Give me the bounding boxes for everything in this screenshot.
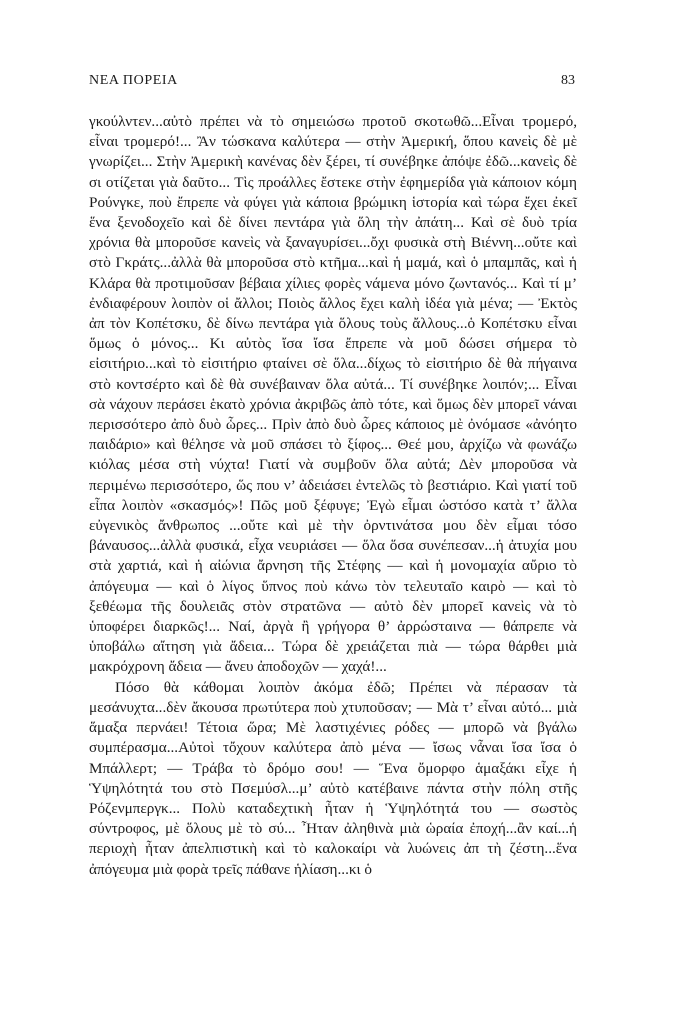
page-header bbox=[89, 73, 575, 93]
paragraph-2: Πόσο θὰ κάθομαι λοιπὸν ἀκόμα ἐδῶ; Πρέπει νὰ πέρασαν τὰ μεσάνυχτα...δὲν ἄκουσα πρωτύτερα ποὺ χτυποῦσαν; — Μὰ τ’ εἶναι αὐτό... μιὰ ἅμαξα περνάει! Τέτοια ὥρα; Μὲ λαστιχένιες ρόδες — μπορῶ νὰ βγάλω συμπέρασμα...Αὐτοὶ τὄχουν καλύτερα ἀπὸ μένα — ἴσως νἆναι ἴσα ἴσα ὁ Μπάλλερτ; — Τράβα τὸ δρόμο σου! — Ἕνα ὄμορφο ἁμαξάκι εἶχε ἡ Ὑψηλότητά του στὸ Πσεμύσλ...μ’ αὐτὸ κατέβαινε πάντα στὴν πόλη στῆς Ρόζενμπεργκ... Πολὺ καταδεχτικὴ ἦταν ἡ Ὑψηλότητά του — σωστὸς σύντροφος, μὲ ὅλους μὲ τὸ σύ... Ἦταν ἀληθινὰ μιὰ ὡραία ἐποχή...ἂν καί...ἡ περιοχὴ ἦταν ἀπελπιστικὴ καὶ τὸ καλοκαίρι νὰ λυώνεις ἀπ τὴ ζέστη...ἕνα ἀπόγευμα μιὰ φορὰ τρεῖς πάθανε ἡλίαση...κι ὁ bbox=[89, 678, 577, 878]
running-title: ΝΕΑ ΠΟΡΕΙΑ bbox=[89, 73, 178, 88]
paragraph-1: γκούλντεν...αὐτὸ πρέπει νὰ τὸ σημειώσω προτοῦ σκοτωθῶ...Εἶναι τρομερό, εἶναι τρομερό!... Ἂν τώσκανα καλύτερα — στὴν Ἀμερική, ὅπου κανεὶς δὲ μὲ γνωρίζει... Στὴν Ἀμερικὴ κανένας δὲν ξέρει, τί συνέβηκε ἀπόψε ἐδῶ...κανεὶς δὲ σι οτίζεται γιὰ δαῦτο... Τὶς προάλλες ἔστεκε στὴν ἐφημερίδα γιὰ κάποιον κόμη Ρούνγκε, ποὺ ἔπρεπε νὰ φύγει γιὰ κάποια βρώμικη ἱστορία καὶ τώρα ἔχει ἐκεῖ ἕνα ξενοδοχεῖο καὶ δὲ δίνει πεντάρα γιὰ ὅλη τὴν ἀπάτη... Καὶ σὲ δυὸ τρία χρόνια θὰ μποροῦσε κανεὶς νὰ ξαναγυρίσει...ὄχι φυσικὰ στὴ Βιέννη...οὔτε καὶ στὸ Γκράτς...ἀλλὰ θὰ μποροῦσα στὸ κτῆμα...καὶ ἡ μαμά, καὶ ὁ μπαμπᾶς, καὶ ἡ Κλάρα θὰ προτιμοῦσαν βέβαια χίλιες φορὲς νάμενα μόνο ζωντανός... Καὶ τί μ’ ἐνδιαφέρουν λοιπὸν οἱ ἄλλοι; Ποιὸς ἄλλος ἔχει καλὴ ἰδέα γιὰ μένα; — Ἐκτὸς ἀπ τὸν Κοπέτσκυ, δὲ δίνω πεντάρα γιὰ ὅλους τοὺς ἄλλους...ὁ Κοπέτσκυ εἶναι ὅμως ὁ μόνος... Κι αὐτὸς ἴσα ἴσα ἔπρεπε νὰ μοῦ δώσει σήμερα τὸ εἰσιτήριο...καὶ τὸ εἰσιτήριο φταίνει σὲ ὅλα...δίχως τὸ εἰσιτήριο δὲ θὰ πήγαινα στὸ κοντσέρτο καὶ δὲ θὰ συνέβαιναν ὅλα αὐτά... Τί συνέβηκε λοιπόν;... Εἶναι σὰ νάχουν περάσει ἑκατὸ χρόνια ἀκριβῶς ἀπὸ τότε, καὶ ὅμως δὲν μπορεῖ νάναι περισσότερο ἀπὸ δυὸ ὧρες... Πρὶν ἀπὸ δυὸ ὧρες κάποιος μὲ ὀνόμασε «ἀνόητο παιδάριο» καὶ θέλησε νὰ μοῦ σπάσει τὸ ξίφος... Θεέ μου, ἀρχίζω νὰ φωνάζω κιόλας μέσα στὴ νύχτα! Γιατί νὰ συμβοῦν ὅλα αὐτά; Δὲν μποροῦσα νὰ περιμένω περισσότερο, ὥς που ν’ ἀδειάσει ἐντελῶς τὸ βεστιάριο. Καὶ γιατί τοῦ εἶπα λοιπὸν «σκασμός»! Πῶς μοῦ ξέφυγε; Ἐγὼ εἶμαι ὡστόσο κατὰ τ’ ἄλλα εὐγενικὸς ἄνθρωπος ...οὔτε καὶ μὲ τὴν ὀρντινάτσα μου δὲν εἶμαι τόσο βάναυσος...ἀλλὰ φυσικά, εἶχα νευριάσει — ὅλα ὅσα συνέπεσαν...ἡ ἀτυχία μου στὰ χαρτιά, καὶ ἡ αἰώνια ἄρνηση τῆς Στέφης — καὶ ἡ μονομαχία αὔριο τὸ ἀπόγευμα — καὶ ὁ λίγος ὕπνος ποὺ κάνω τὸν τελευταῖο καιρὸ — καὶ τὸ ξεθέωμα τῆς δουλειᾶς στὸν στρατῶνα — αὐτὸ δὲν μπορεῖ κανεὶς νὰ τὸ ὑποφέρει διαρκῶς!... Ναί, ἀργὰ ἢ γρήγορα θ’ ἀρρώσταινα — θάπρεπε νὰ ὑποβάλω αἴτηση γιὰ ἄδεια... Τώρα δὲ χρειάζεται πιὰ — τώρα θάρθει μιὰ μακρόχρονη ἄδεια — ἄνευ ἀποδοχῶν — χαχά!... bbox=[89, 113, 577, 676]
page-number: 83 bbox=[561, 73, 575, 88]
body-text bbox=[89, 112, 577, 880]
